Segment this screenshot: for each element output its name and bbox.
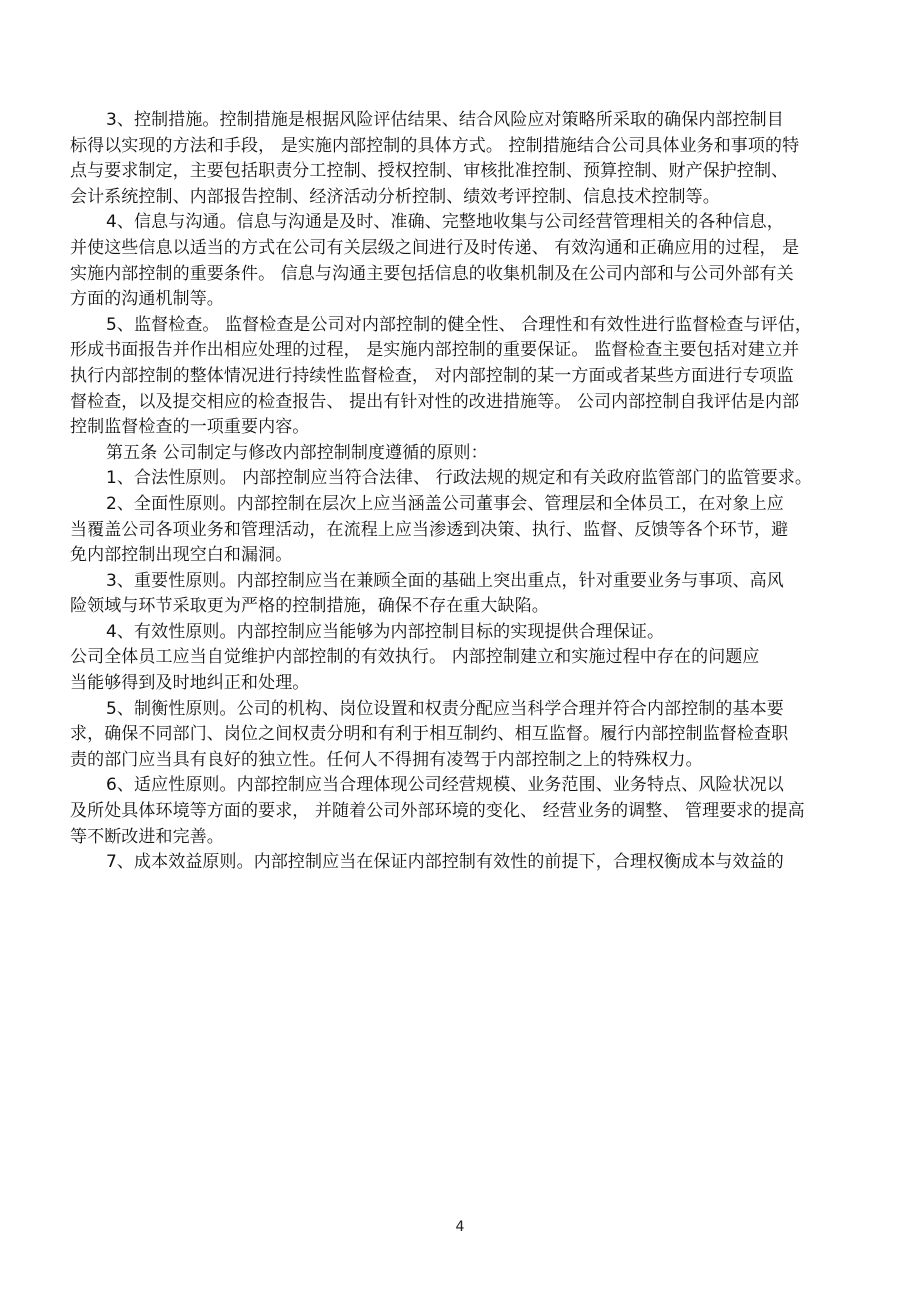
article-five-heading: [70, 441, 825, 467]
paragraph-line: 当覆盖公司各项业务和管理活动，在流程上应当渗透到决策、执行、监督、反馈等各个环节，避: [70, 519, 789, 540]
paragraph-line: 3、控制措施。控制措施是根据风险评估结果、结合风险应对策略所采取的确保内部控制目: [106, 110, 784, 130]
paragraph-line: 当能够得到及时地纠正和处理。: [70, 673, 310, 694]
paragraph-line: 2、全面性原则。内部控制在层次上应当涵盖公司董事会、管理层和全体员工，在对象上应: [106, 493, 784, 514]
paragraph-line: 会计系统控制、内部报告控制、经济活动分析控制、绩效考评控制、信息技术控制等。: [70, 186, 720, 207]
paragraph-line: 督检查，以及提交相应的检查报告、 提出有针对性的改进措施等。 公司内部控制自我评估是内部: [70, 391, 800, 412]
paragraph-line: 及所处具体环境等方面的要求， 并随着公司外部环境的变化、 经营业务的调整、 管理要求的提高: [70, 801, 805, 822]
paragraph-line: 5、制衡性原则。公司的机构、岗位设置和权责分配应当科学合理并符合内部控制的基本要: [106, 698, 784, 719]
paragraph-line: 点与要求制定，主要包括职责分工控制、授权控制、审核批准控制、预算控制、财产保护控制、: [70, 161, 789, 182]
paragraph-control-measures: [70, 108, 825, 210]
paragraph-line: 第五条 公司制定与修改内部控制制度遵循的原则：: [106, 442, 488, 463]
paragraph-principle-checks-balances: [70, 697, 825, 774]
paragraph-line: 并使这些信息以适当的方式在公司有关层级之间进行及时传递、 有效沟通和正确应用的过程， 是: [70, 237, 800, 258]
paragraph-line: 险领域与环节采取更为严格的控制措施，确保不存在重大缺陷。: [70, 596, 549, 617]
paragraph-line: 4、有效性原则。内部控制应当能够为内部控制目标的实现提供合理保证。: [106, 621, 665, 642]
paragraph-line: 方面的沟通机制等。: [70, 289, 224, 310]
paragraph-information-communication: [70, 210, 825, 312]
paragraph-principle-effectiveness-cont: [70, 645, 825, 696]
page-number: 4: [455, 1219, 465, 1235]
paragraph-line: 3、重要性原则。内部控制应当在兼顾全面的基础上突出重点，针对重要业务与事项、高风: [106, 570, 784, 591]
paragraph-supervision-inspection: [70, 313, 825, 441]
paragraph-line: 6、适应性原则。内部控制应当合理体现公司经营规模、业务范围、业务特点、风险状况以: [106, 775, 784, 796]
paragraph-line: 免内部控制出现空白和漏洞。: [70, 545, 293, 566]
paragraph-line: 求，确保不同部门、岗位之间权责分明和有利于相互制约、相互监督。履行内部控制监督检查职: [70, 724, 789, 745]
paragraph-principle-legality: [70, 466, 825, 492]
paragraph-line: 执行内部控制的整体情况进行持续性监督检查， 对内部控制的某一方面或者某些方面进行专项监: [70, 365, 794, 386]
paragraph-line: 责的部门应当具有良好的独立性。任何人不得拥有凌驾于内部控制之上的特殊权力。: [70, 749, 703, 770]
paragraph-line: 7、成本效益原则。内部控制应当在保证内部控制有效性的前提下，合理权衡成本与效益的: [106, 852, 784, 873]
paragraph-line: 等不断改进和完善。: [70, 826, 224, 847]
document-body: [70, 108, 825, 876]
paragraph-principle-comprehensiveness: [70, 492, 825, 569]
paragraph-principle-effectiveness: [70, 620, 825, 646]
paragraph-line: 标得以实现的方法和手段， 是实施内部控制的具体方式。 控制措施结合公司具体业务和事项的特: [70, 135, 800, 156]
paragraph-line: 控制监督检查的一项重要内容。: [70, 417, 310, 438]
paragraph-line: 4、信息与沟通。信息与沟通是及时、准确、完整地收集与公司经营管理相关的各种信息，: [106, 212, 784, 233]
paragraph-line: 公司全体员工应当自觉维护内部控制的有效执行。 内部控制建立和实施过程中存在的问题应: [70, 647, 760, 668]
paragraph-principle-adaptability: [70, 773, 825, 850]
paragraph-line: 形成书面报告并作出相应处理的过程， 是实施内部控制的重要保证。 监督检查主要包括对建立并: [70, 340, 800, 361]
paragraph-line: 实施内部控制的重要条件。 信息与沟通主要包括信息的收集机制及在公司内部和与公司外部有关: [70, 263, 794, 284]
paragraph-principle-importance: [70, 569, 825, 620]
paragraph-principle-cost-benefit: [70, 850, 825, 876]
paragraph-line: 1、合法性原则。 内部控制应当符合法律、 行政法规的规定和有关政府监管部门的监管要求。: [106, 468, 812, 489]
paragraph-line: 5、监督检查。 监督检查是公司对内部控制的健全性、 合理性和有效性进行监督检查与评估，: [106, 314, 812, 335]
